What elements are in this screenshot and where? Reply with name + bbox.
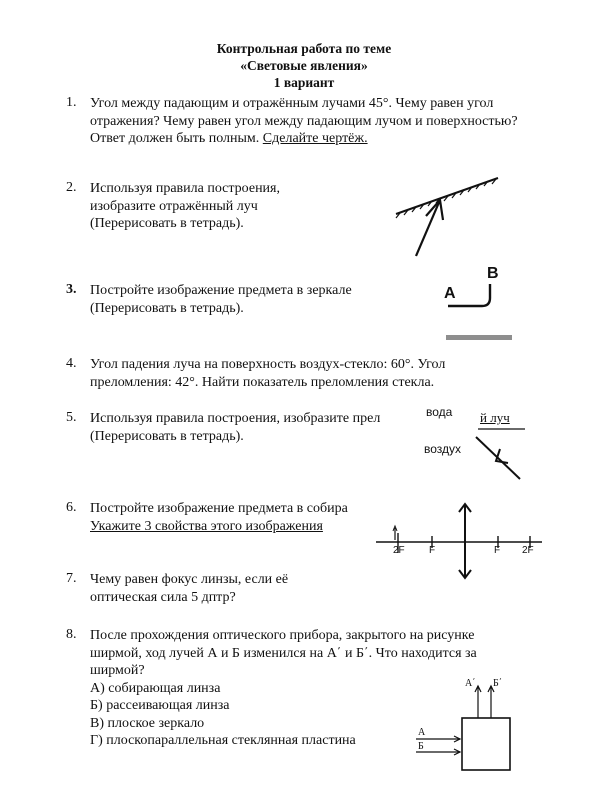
task-2-line: Используя правила построения, [90, 181, 280, 196]
task-4-line: Угол падения луча на поверхность воздух-стекло: 60°. Угол [90, 357, 446, 372]
task-6-lens-figure [374, 500, 544, 582]
task-8-label-a: А [418, 727, 426, 738]
task-5-refraction-figure [470, 425, 530, 485]
title-line-1: Контрольная работа по теме [216, 41, 392, 56]
task-8-screen-figure [414, 680, 514, 775]
task-6-f-left: F [429, 545, 436, 556]
task-5-line: Используя правила построения, изобразите прел [90, 411, 381, 426]
answer-option: В) плоское зеркало [90, 715, 205, 731]
task-7-text [90, 571, 288, 606]
task-1-drawing-note: Сделайте чертёж. [262, 131, 368, 146]
task-5-text [90, 410, 380, 445]
task-6-2f-right: 2F [522, 545, 534, 556]
answer-option: Б) рассеивающая линза [90, 698, 230, 713]
task-7-number: 7. [66, 571, 77, 586]
task-3-mirror-figure [440, 280, 520, 350]
task-5-water-label: вода [426, 405, 453, 419]
task-8-label-b-prime: Б΄ [493, 678, 503, 689]
task-7-line: Чему равен фокус линзы, если её [90, 572, 289, 587]
task-4-number: 4. [66, 356, 77, 371]
title-line-2: «Световые явления» [240, 58, 368, 73]
task-2-mirror-figure [390, 172, 510, 262]
task-8-label-a-prime: А΄ [465, 678, 476, 689]
task-5-ray-caption: й луч [480, 410, 510, 425]
task-6-line: Постройте изображение предмета в собира [90, 501, 348, 516]
task-4-line: преломления: 42°. Найти показатель преломления стекла. [90, 374, 435, 390]
task-5-number: 5. [66, 410, 77, 425]
task-6-number: 6. [66, 500, 77, 515]
task-8-label-b: Б [418, 741, 424, 752]
task-6-f-right: F [494, 545, 501, 556]
task-5-line: (Перерисовать в тетрадь). [90, 428, 244, 444]
answer-option: Г) плоскопараллельная стеклянная пластина [90, 733, 356, 748]
task-3-line: (Перерисовать в тетрадь). [90, 300, 244, 316]
task-3-text [90, 282, 352, 317]
task-2-line: (Перерисовать в тетрадь). [90, 216, 244, 231]
task-3-label-a: A [444, 285, 456, 302]
task-2-text [90, 180, 280, 233]
title-variant: 1 вариант [273, 75, 335, 90]
task-1-number: 1. [66, 95, 77, 110]
task-5-air-label: воздух [424, 442, 462, 456]
task-2-line: изобразите отражённый луч [90, 198, 258, 214]
task-6-properties-line: Укажите 3 свойства этого изображения [90, 518, 323, 534]
task-1-line: отражения? Чему равен угол между падающим лучом и поверхностью? [90, 113, 518, 129]
task-1-line [90, 130, 518, 148]
task-8-line: ширмой? [90, 663, 145, 678]
task-8-line: ширмой, ход лучей А и Б изменился на А΄ и Б΄. Что находится за [90, 645, 477, 661]
task-6-text [90, 500, 348, 535]
task-1-line: Угол между падающим и отражённым лучами 45°. Чему равен угол [90, 96, 494, 111]
task-4-text [90, 356, 445, 391]
task-6-2f-left: 2F [393, 545, 405, 556]
task-8-line: После прохождения оптического прибора, закрытого на рисунке [90, 628, 475, 643]
answer-option: А) собирающая линза [90, 680, 221, 696]
task-7-line: оптическая сила 5 дптр? [90, 589, 236, 605]
task-1-answer-note: Ответ должен быть полным. [90, 131, 263, 146]
task-2-number: 2. [66, 180, 77, 195]
task-3-label-b: B [487, 265, 499, 282]
task-1-text [90, 95, 518, 148]
task-3-line: Постройте изображение предмета в зеркале [90, 283, 352, 298]
task-8-number: 8. [66, 627, 77, 642]
task-3-number: 3. [66, 282, 77, 297]
